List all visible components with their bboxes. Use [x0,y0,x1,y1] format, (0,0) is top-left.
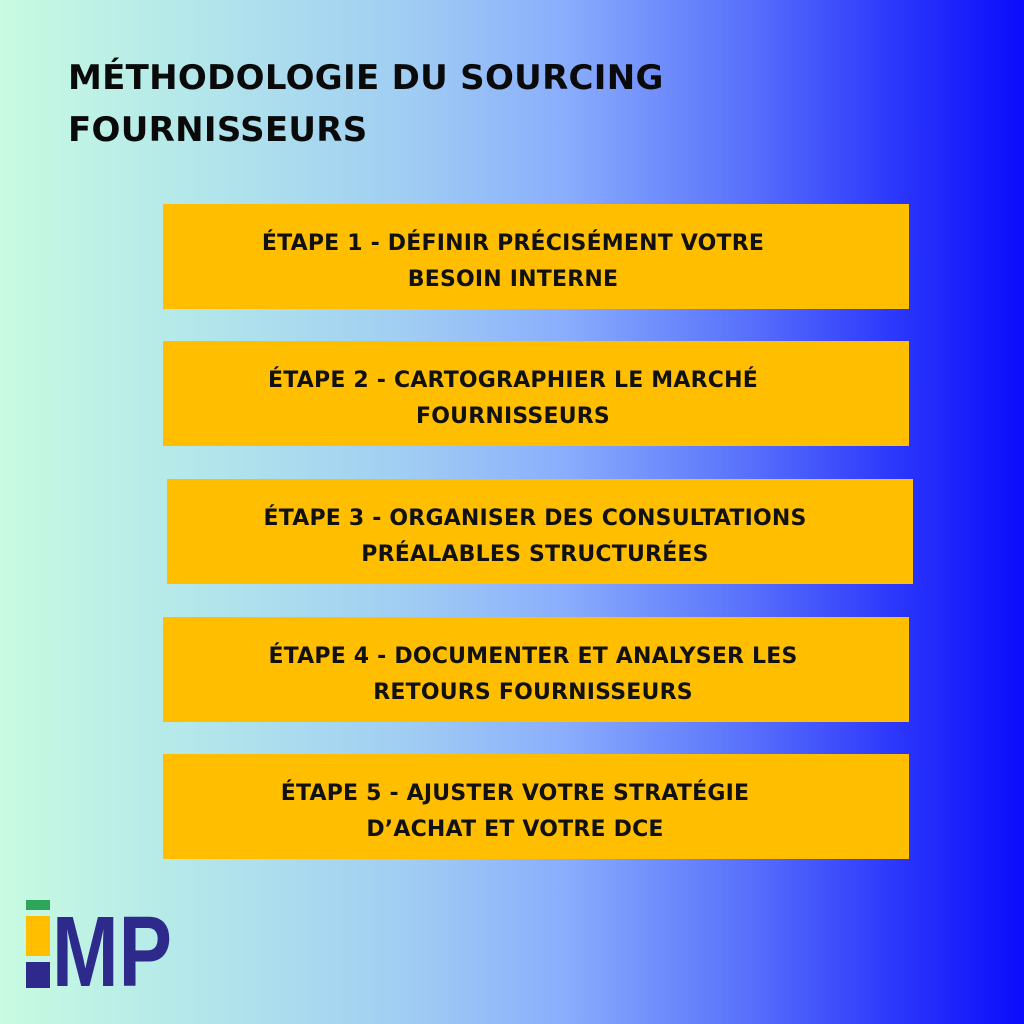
logo-bar-yellow [26,916,50,956]
step-4-box [163,617,909,722]
logo-bar-green [26,900,50,910]
step-5-line-1: ÉTAPE 5 - AJUSTER VOTRE STRATÉGIE [280,781,750,806]
emp-logo-icon [26,896,176,1008]
logo-text: MP [52,896,172,1008]
step-3-text [185,501,885,573]
page-title [68,52,828,156]
step-4-text [183,639,883,711]
step-5-box [163,754,909,859]
page-title-line-2: FOURNISSEURS [68,110,368,150]
step-2-line-1: ÉTAPE 2 - CARTOGRAPHIER LE MARCHÉ [268,368,758,393]
step-1-line-1: ÉTAPE 1 - DÉFINIR PRÉCISÉMENT VOTRE [261,231,765,256]
step-1-text [193,226,833,298]
step-1-line-2: BESOIN INTERNE [407,267,619,292]
step-4-line-1: ÉTAPE 4 - DOCUMENTER ET ANALYSER LES [268,644,798,669]
step-2-line-2: FOURNISSEURS [416,404,610,429]
page-title-line-1: MÉTHODOLOGIE DU SOURCING [68,58,664,98]
step-3-line-2: PRÉALABLES STRUCTURÉES [361,542,709,567]
step-3-box [167,479,913,584]
step-4-line-2: RETOURS FOURNISSEURS [373,680,693,705]
step-5-line-2: D’ACHAT ET VOTRE DCE [366,817,664,842]
step-2-text [193,363,833,435]
step-2-box [163,341,909,446]
step-3-line-1: ÉTAPE 3 - ORGANISER DES CONSULTATIONS [263,506,807,531]
logo-bar-navy [26,962,50,988]
step-1-box [163,204,909,309]
step-5-text [195,776,835,848]
